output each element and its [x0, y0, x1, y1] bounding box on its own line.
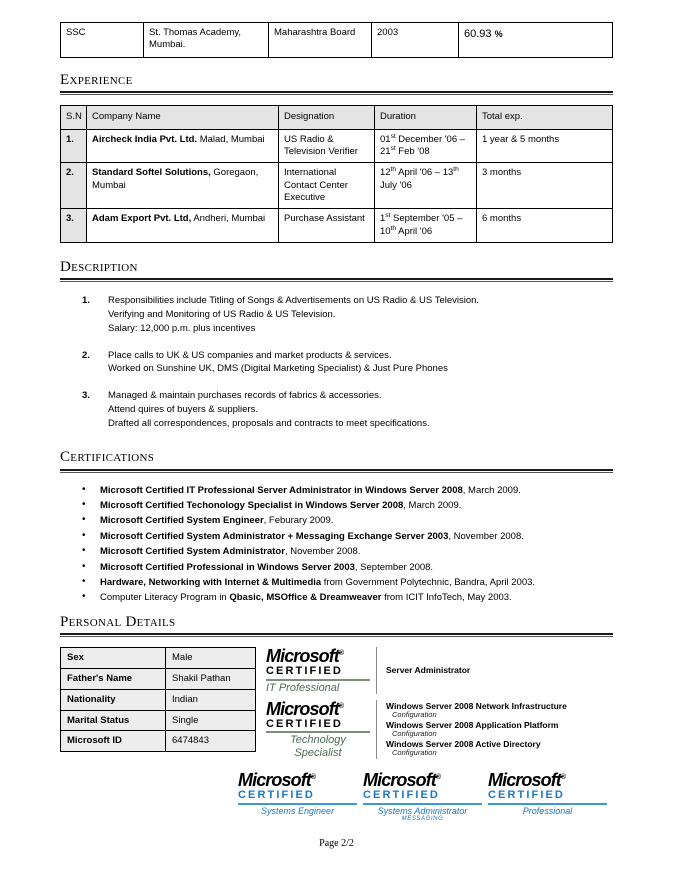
education-year: 2003 [372, 23, 459, 58]
table-row [61, 129, 613, 163]
duration-mid: April '06 – 13 [396, 167, 454, 179]
pd-value: Male [166, 647, 256, 668]
row-company [87, 129, 279, 163]
company-name-rest: Goregaon, Mumbai [92, 167, 259, 191]
certified-text: CERTIFIED [363, 789, 440, 802]
badge-detail-config: Configuration [392, 729, 437, 739]
certification-title: Microsoft Certified System Administrator [100, 546, 285, 558]
certification-title: Microsoft Certified IT Professional Server Administrator in Windows Server 2008 [100, 484, 463, 496]
description-list [60, 282, 613, 430]
microsoft-brand-text: Microsoft [266, 645, 339, 666]
badge-detail-title: Windows Server 2008 Network Infrastructure [386, 701, 567, 712]
row-designation: US Radio & Television Verifier [279, 129, 375, 163]
badge-detail-list [376, 647, 470, 694]
table-row [61, 209, 613, 243]
section-heading-personal-details: Personal Details [60, 613, 176, 630]
duration-mid: September '05 – 10 [380, 213, 463, 237]
description-number: 3. [82, 390, 90, 402]
duration-sup-1: st [390, 132, 396, 140]
personal-details-table-body [61, 647, 256, 751]
row-designation: Purchase Assistant [279, 209, 375, 243]
list-item [82, 513, 613, 528]
description-line: Worked on Sunshine UK, DMS (Digital Marketing Specialist) & Just Pure Phones [108, 363, 448, 375]
certification-text [100, 498, 461, 513]
description-line: Place calls to UK & US companies and market products & services. [108, 349, 392, 361]
description-line: Verifying and Monitoring of US Radio & US Television. [108, 309, 336, 321]
microsoft-certified-logo [266, 647, 376, 694]
row-total-exp: 6 months [477, 209, 613, 243]
certification-title: Hardware, Networking with Internet & Multimedia [100, 576, 322, 588]
education-institute: St. Thomas Academy, Mumbai. [144, 23, 269, 58]
badge-mcitp [266, 647, 567, 694]
section-heading-description: Description [60, 259, 138, 275]
registered-trademark-icon: ® [560, 774, 566, 782]
education-percentage-value: 60.93 [464, 28, 492, 40]
list-item [82, 389, 613, 430]
list-item [82, 498, 613, 513]
certification-text [100, 529, 524, 544]
description-line: Responsibilities include Titling of Songs & Advertisements on US Radio & US Television. [108, 295, 480, 307]
list-item [82, 349, 613, 377]
row-company [87, 163, 279, 209]
bullet-icon: • [82, 514, 86, 526]
section-rule-personal-details [60, 633, 613, 637]
col-header-sn: S.N [61, 106, 87, 129]
row-duration [375, 129, 477, 163]
microsoft-wordmark [266, 647, 370, 665]
description-line: Salary: 12,000 p.m. plus incentives [108, 322, 256, 334]
table-row [61, 23, 613, 58]
pd-value: Single [166, 710, 256, 731]
bullet-icon: • [82, 529, 86, 541]
pd-value: Shakil Pathan [166, 668, 256, 689]
certification-title: Microsoft Certified Professional in Windows Server 2003 [100, 561, 355, 573]
bullet-icon: • [82, 545, 86, 557]
description-lines [108, 389, 430, 430]
certification-text [100, 575, 535, 590]
certifications-list [60, 473, 613, 606]
list-item [82, 590, 613, 605]
badge-detail-config: Configuration [392, 747, 437, 757]
badge-underline [266, 679, 370, 681]
microsoft-brand-text: Microsoft [363, 770, 436, 791]
certification-title: Microsoft Certified Techonology Specialist in Windows Server 2008 [100, 500, 404, 511]
row-company [87, 209, 279, 243]
list-item [82, 575, 613, 590]
row-duration [375, 163, 477, 209]
pd-key: Microsoft ID [61, 731, 166, 752]
list-item [82, 294, 613, 335]
microsoft-wordmark [488, 771, 607, 789]
microsoft-badges [266, 647, 567, 759]
badge-subtitle: Systems Administrator [377, 805, 468, 816]
badge-detail-title: Server Administrator [386, 665, 471, 676]
badge-detail-title: Windows Server 2008 Active Directory [386, 738, 541, 749]
description-lines [108, 294, 479, 335]
badge-detail-title: Windows Server 2008 Application Platform [386, 720, 559, 731]
description-line: Attend quires of buyers & suppliers. [108, 403, 258, 415]
table-row [61, 647, 256, 668]
registered-trademark-icon: ® [310, 774, 316, 782]
certification-date: , March 2009. [462, 484, 521, 496]
microsoft-wordmark [363, 771, 482, 789]
bullet-icon: • [82, 591, 86, 603]
page-footer [0, 838, 673, 849]
experience-table-head [61, 106, 613, 129]
col-header-designation: Designation [279, 106, 375, 129]
microsoft-wordmark [266, 700, 370, 718]
certification-date: from Government Polytechnic, Bandra, April 2003. [321, 576, 536, 588]
table-row [61, 163, 613, 209]
certification-date: , March 2009. [403, 500, 462, 511]
bullet-icon: • [82, 575, 86, 587]
badge-subtitle: Systems Engineer [260, 805, 335, 816]
row-serial: 3. [61, 209, 87, 243]
col-header-total: Total exp. [477, 106, 613, 129]
bullet-icon: • [82, 560, 86, 572]
duration-sup-1: th [390, 166, 396, 174]
certification-title: Microsoft Certified System Administrator + Messaging Exchange Server 2003 [100, 530, 449, 542]
section-heading-certifications: Certifications [60, 449, 155, 466]
duration-sup-1: st [385, 212, 391, 220]
duration-pre: 01 [380, 133, 391, 145]
certification-date: , November 2008. [448, 530, 524, 542]
experience-table-body [61, 129, 613, 242]
badge-subtitle: IT Professional [266, 681, 340, 694]
badge-underline [363, 803, 482, 805]
duration-mid: December '06 – 21 [380, 133, 466, 157]
table-row [61, 668, 256, 689]
badge-mcse [238, 771, 357, 822]
badge-subtitle: Professional [522, 805, 573, 816]
duration-sup-2: th [390, 224, 396, 232]
list-item [82, 529, 613, 544]
pd-value: Indian [166, 689, 256, 710]
certified-text: CERTIFIED [266, 717, 343, 730]
company-name-bold: Standard Softel Solutions, [92, 167, 211, 179]
duration-post: July '06 [380, 179, 412, 191]
company-name-rest: Malad, Mumbai [197, 133, 265, 145]
microsoft-wordmark [238, 771, 357, 789]
certification-title: Qbasic, MSOffice & Dreamweaver [229, 592, 382, 604]
duration-post: Feb '08 [395, 145, 430, 157]
badge-detail-config: Configuration [392, 710, 437, 720]
certification-text [100, 560, 433, 575]
description-number: 1. [82, 295, 90, 307]
row-total-exp: 1 year & 5 months [477, 129, 613, 163]
description-line: Drafted all correspondences, proposals and contracts to meet specifications. [108, 417, 430, 429]
registered-trademark-icon: ® [435, 774, 441, 782]
table-header-row [61, 106, 613, 129]
duration-sup-2: st [390, 144, 396, 152]
experience-table [60, 105, 613, 243]
badge-detail-list [376, 700, 567, 759]
duration-pre: 12 [380, 167, 391, 179]
badge-subtitle-2: Specialist [294, 746, 342, 759]
badge-mcsa-messaging [363, 771, 482, 822]
certification-text [100, 544, 360, 559]
registered-trademark-icon: ® [338, 649, 344, 657]
certification-text [100, 590, 512, 605]
row-serial: 2. [61, 163, 87, 209]
personal-details-table [60, 647, 256, 752]
certification-prefix: Computer Literacy Program in [100, 592, 230, 604]
certified-text: CERTIFIED [238, 789, 315, 802]
certified-text: CERTIFIED [266, 664, 343, 677]
education-percentage [459, 23, 613, 58]
microsoft-brand-text: Microsoft [266, 698, 339, 719]
row-total-exp: 3 months [477, 163, 613, 209]
certification-date: from ICIT InfoTech, May 2003. [381, 592, 512, 604]
personal-details-row [60, 647, 613, 759]
company-name-bold: Adam Export Pvt. Ltd, [92, 213, 192, 225]
education-qualification: SSC [61, 23, 144, 58]
company-name-rest: Andheri, Mumbai [191, 213, 266, 225]
pd-key: Father's Name [61, 668, 166, 689]
registered-trademark-icon: ® [338, 702, 344, 710]
description-number: 2. [82, 349, 90, 361]
pd-value: 6474843 [166, 731, 256, 752]
certified-text: CERTIFIED [488, 789, 565, 802]
microsoft-certified-logo [266, 700, 376, 759]
education-table-body [61, 23, 613, 58]
section-heading-experience: Experience [60, 72, 133, 88]
col-header-duration: Duration [375, 106, 477, 129]
microsoft-badges-row [238, 771, 613, 822]
badge-underline [488, 803, 607, 805]
list-item [82, 544, 613, 559]
certification-text [100, 513, 333, 528]
row-duration [375, 209, 477, 243]
badge-underline [238, 803, 357, 805]
badge-mcp [488, 771, 607, 822]
badge-subtitle-2: MESSAGING [401, 815, 444, 822]
row-designation: International Contact Center Executive [279, 163, 375, 209]
description-lines [108, 349, 448, 377]
certification-date: , November 2008. [284, 546, 361, 558]
education-table [60, 22, 613, 58]
page-number: Page 2/2 [319, 838, 354, 849]
microsoft-brand-text: Microsoft [488, 770, 561, 791]
percent-symbol: % [494, 29, 503, 39]
badge-underline [266, 731, 370, 733]
duration-post: April '06 [396, 225, 433, 237]
bullet-icon: • [82, 483, 86, 495]
microsoft-brand-text: Microsoft [238, 770, 311, 791]
badge-mcts [266, 700, 567, 759]
bullet-icon: • [82, 499, 86, 510]
certification-date: , Feburary 2009. [263, 515, 334, 527]
pd-key: Nationality [61, 689, 166, 710]
table-row [61, 689, 256, 710]
list-item [82, 560, 613, 575]
table-row [61, 710, 256, 731]
certification-title: Microsoft Certified System Engineer [100, 515, 264, 527]
education-board: Maharashtra Board [269, 23, 372, 58]
duration-sup-2: th [453, 166, 459, 174]
certification-text [100, 483, 521, 498]
row-serial: 1. [61, 129, 87, 163]
table-row [61, 731, 256, 752]
col-header-company: Company Name [87, 106, 279, 129]
description-line: Managed & maintain purchases records of fabrics & accessories. [108, 390, 382, 402]
company-name-bold: Aircheck India Pvt. Ltd. [92, 133, 198, 145]
badge-subtitle: Technology [290, 734, 346, 747]
list-item [82, 483, 613, 498]
duration-pre: 1 [380, 213, 386, 225]
certification-date: , September 2008. [354, 561, 434, 573]
pd-key: Sex [61, 647, 166, 668]
pd-key: Marital Status [61, 710, 166, 731]
